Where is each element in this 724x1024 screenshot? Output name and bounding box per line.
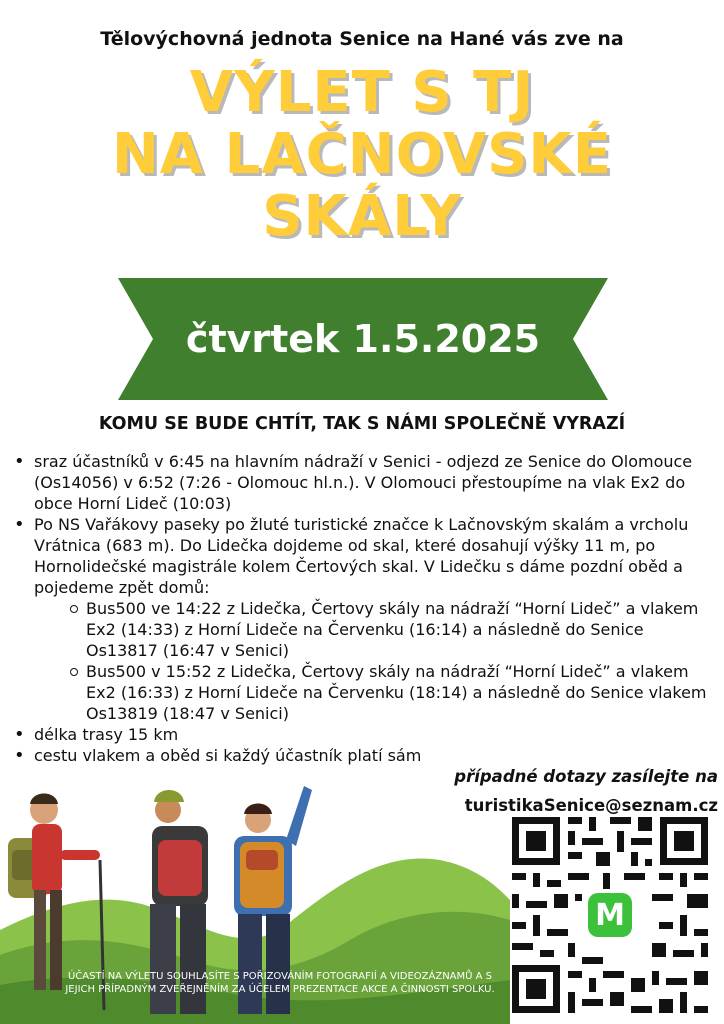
list-item-length: • délka trasy 15 km <box>10 724 718 745</box>
title-line-1: VÝLET S TJ <box>189 60 535 125</box>
qr-code[interactable] <box>512 817 708 1013</box>
list-item-route <box>10 514 718 724</box>
date-banner <box>118 278 608 400</box>
event-date: čtvrtek 1.5.2025 <box>185 317 541 361</box>
details-list <box>10 451 718 766</box>
intro-line: Tělovýchovná jednota Senice na Hané vás zve na <box>100 28 624 50</box>
contact-label: případné dotazy zasílejte na <box>454 767 718 786</box>
title-line-3: SKÁLY <box>262 184 462 249</box>
contact-email[interactable]: turistikaSenice@seznam.cz <box>464 796 718 815</box>
route-text: Po NS Vařákovy paseky po žluté turistické značce k Lačnovským skalám a vrcholu Vrátnica (683 m). Do Lidečka dojdeme od skal, které dosahují výšky 11 m, po Hornolidečské magistrále kolem Čertových skal. V Lidečku s dáme pozdní oběd a pojedeme zpět domů: <box>34 515 689 597</box>
list-item-meeting: • sraz účastníků v 6:45 na hlavním nádraží v Senici - odjezd ze Senice do Olomouce (Os14056) v 6:52 (7:26 - Olomouc hl.n.). V Olomouci přestoupíme na vlak Ex2 do obce Horní Lideč (10:03) <box>10 451 718 514</box>
subheading: KOMU SE BUDE CHTÍT, TAK S NÁMI SPOLEČNĚ VYRAZÍ <box>98 414 626 434</box>
title-line-2: NA LAČNOVSKÉ <box>111 122 613 187</box>
qr-logo-letter: M <box>595 898 625 933</box>
photo-consent-disclaimer: ÚČASTÍ NA VÝLETU SOUHLASÍTE S POŘIZOVÁNÍM FOTOGRAFIÍ A VIDEOZÁZNAMŮ A S JEJICH PŘÍPADNÝM ZVEŘEJNĚNÍM ZA ÚČELEM PREZENTACE AKCE A ČINNOSTI SPOLKU. <box>65 971 495 995</box>
list-item-return-1: Bus500 ve 14:22 z Lidečka, Čertovy skály na nádraží “Horní Lideč” a vlakem Ex2 (14:33) z Horní Lideče na Červenku (16:14) a následně do Senice Os13817 (16:47 v Senici) <box>34 598 718 661</box>
event-title <box>0 62 724 248</box>
list-item-return-2: Bus500 v 15:52 z Lidečka, Čertovy skály na nádraží “Horní Lideč” a vlakem Ex2 (16:33) z Horní Lideče na Červenku (18:14) a následně do Senice vlakem Os13819 (18:47 v Senici) <box>34 661 718 724</box>
list-item-costs: • cestu vlakem a oběd si každý účastník platí sám <box>10 745 718 766</box>
